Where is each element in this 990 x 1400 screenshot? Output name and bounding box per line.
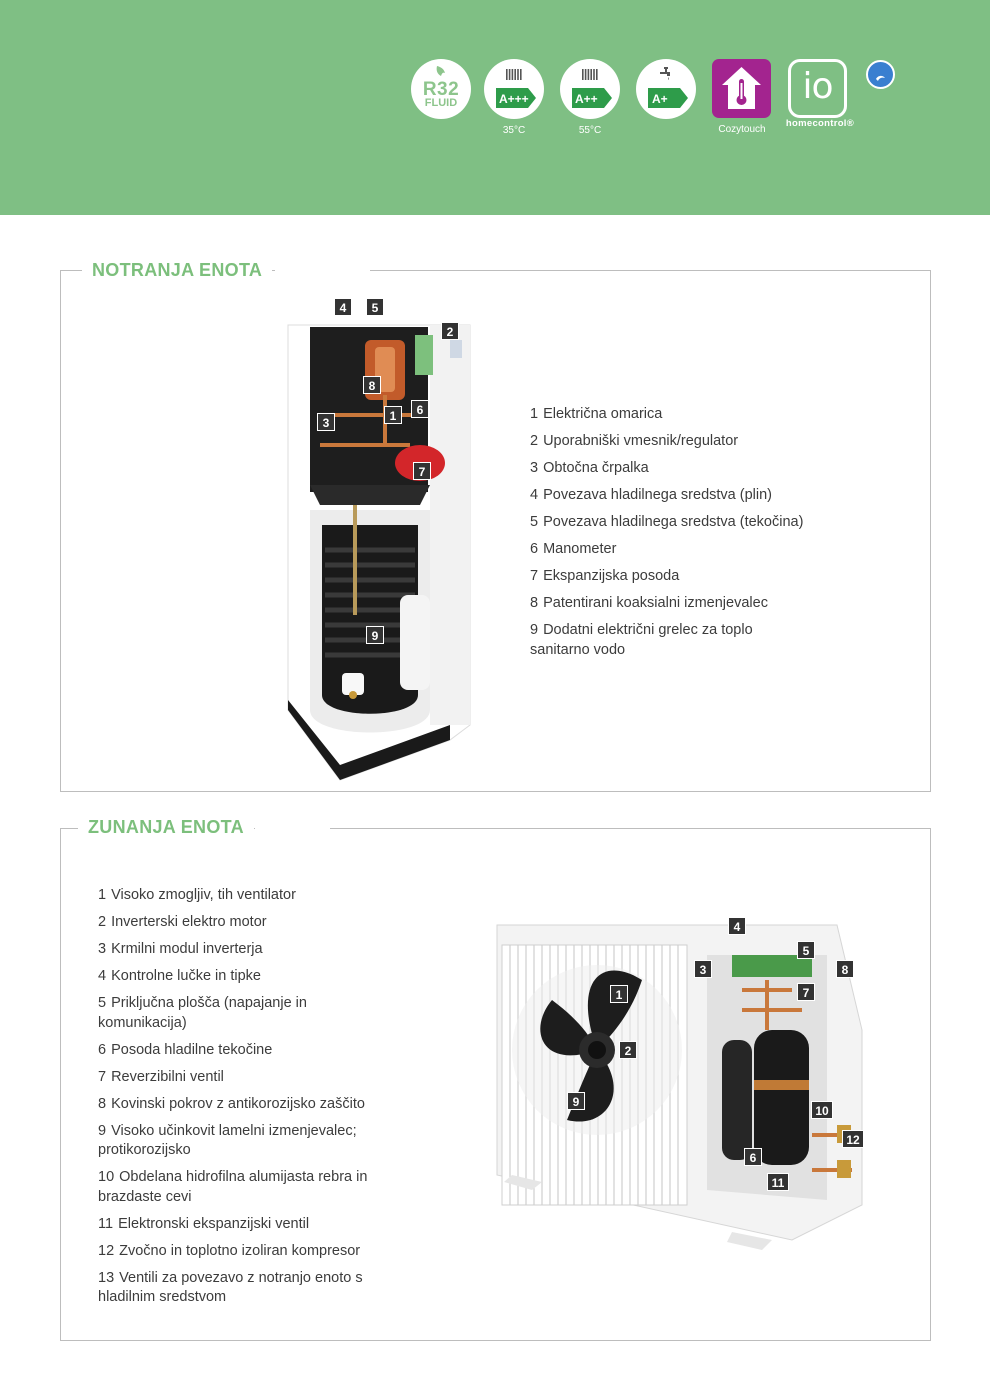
- outdoor-tag-6: 6: [744, 1148, 762, 1166]
- energy-arrow-icon: [572, 88, 612, 108]
- outdoor-tag-11: 11: [767, 1173, 789, 1191]
- water-rating: A+: [652, 92, 668, 106]
- outdoor-tag-4: 4: [728, 917, 746, 935]
- outdoor-tag-5: 5: [797, 941, 815, 959]
- cozytouch-label: Cozytouch: [718, 124, 766, 135]
- outdoor-tag-2: 2: [619, 1041, 637, 1059]
- water-tap-icon: [658, 67, 674, 81]
- energy-arrow-icon: [648, 88, 688, 108]
- header-band: [0, 0, 990, 215]
- list-item: 9 Visoko učinkovit lamelni izmenjevalec; protikorozijsko: [98, 1122, 357, 1158]
- energy-55-temp: 55°C: [578, 125, 602, 136]
- list-item: 5 Povezava hladilnega sredstva (tekočina): [530, 514, 804, 530]
- list-item: 5 Priključna plošča (napajanje in komunikacija): [98, 995, 307, 1031]
- indoor-tag-3: 3: [317, 413, 335, 431]
- energy-35-temp: 35°C: [502, 125, 526, 136]
- energy-35-rating: A+++: [499, 92, 529, 106]
- list-item: 3 Krmilni modul inverterja: [98, 941, 263, 957]
- house-thermometer-icon: [720, 65, 763, 111]
- r32-label: R32: [422, 79, 460, 100]
- r32-fluid-badge: [411, 59, 471, 119]
- outdoor-tag-12: 12: [842, 1130, 864, 1148]
- indoor-tag-9: 9: [366, 626, 384, 644]
- indoor-tag-2: 2: [441, 322, 459, 340]
- list-item: 6 Posoda hladilne tekočine: [98, 1041, 273, 1058]
- list-item: 12 Zvočno in toplotno izoliran kompresor: [98, 1242, 361, 1259]
- list-item: 8 Patentirani koaksialni izmenjevalec: [530, 595, 768, 611]
- title-gap: [275, 262, 370, 276]
- title-gap: [255, 820, 330, 834]
- outdoor-section-title: ZUNANJA ENOTA: [78, 817, 254, 838]
- list-item: 4 Povezava hladilnega sredstva (plin): [530, 487, 772, 503]
- indoor-tag-4: 4: [334, 298, 352, 316]
- indoor-legend-list: [530, 405, 860, 668]
- list-item: 13 Ventili za povezavo z notranjo enoto s hladilnim sredstvom: [98, 1269, 363, 1305]
- cozytouch-logo: [712, 59, 771, 118]
- indoor-tag-6: 6: [411, 400, 429, 418]
- energy-55-rating: A++: [575, 92, 598, 106]
- fluid-label: FLUID: [424, 97, 458, 109]
- io-homecontrol-logo: [788, 59, 847, 118]
- outdoor-unit-illustration: [492, 920, 867, 1260]
- indoor-tag-1: 1: [384, 406, 402, 424]
- indoor-section-title: NOTRANJA ENOTA: [82, 260, 272, 281]
- list-item: 6 Manometer: [530, 541, 617, 557]
- list-item: 3 Obtočna črpalka: [530, 460, 649, 476]
- outdoor-legend-list: [98, 886, 398, 1315]
- homecontrol-label: homecontrol®: [785, 118, 855, 129]
- radiator-icon: [506, 69, 522, 80]
- list-item: 8 Kovinski pokrov z antikorozijsko zaščito: [98, 1095, 365, 1112]
- indoor-tag-5: 5: [366, 298, 384, 316]
- water-heating-badge: [636, 59, 696, 119]
- radiator-icon: [582, 69, 598, 80]
- list-item: 7 Ekspanzijska posoda: [530, 568, 680, 584]
- energy-label-35-badge: [484, 59, 544, 119]
- outdoor-tag-8: 8: [836, 960, 854, 978]
- list-item: 7 Reverzibilni ventil: [98, 1068, 224, 1085]
- list-item: 10 Obdelana hidrofilna alumijasta rebra in brazdaste cevi: [98, 1169, 368, 1205]
- io-logo-text: io: [802, 66, 833, 107]
- outdoor-tag-9: 9: [567, 1092, 585, 1110]
- outdoor-tag-10: 10: [811, 1101, 833, 1119]
- list-item: 1 Visoko zmogljiv, tih ventilator: [98, 887, 296, 903]
- indoor-tag-8: 8: [363, 376, 381, 394]
- list-item: 1 Električna omarica: [530, 406, 663, 422]
- outdoor-tag-3: 3: [694, 960, 712, 978]
- indoor-unit-illustration: [280, 295, 480, 790]
- list-item: 4 Kontrolne lučke in tipke: [98, 968, 261, 984]
- swirl-icon: [875, 73, 886, 84]
- energy-label-55-badge: [560, 59, 620, 119]
- list-item: 11 Elektronski ekspanzijski ventil: [98, 1215, 310, 1232]
- list-item: 2 Inverterski elektro motor: [98, 914, 267, 930]
- list-item: 9 Dodatni električni grelec za toplo sanitarno vodo: [530, 622, 753, 658]
- leaf-icon: [435, 65, 447, 77]
- outdoor-tag-7: 7: [797, 983, 815, 1001]
- energy-arrow-icon: [496, 88, 536, 108]
- outdoor-tag-1: 1: [610, 985, 628, 1003]
- patent-seal-icon: [866, 60, 895, 89]
- indoor-tag-7: 7: [413, 462, 431, 480]
- list-item: 2 Uporabniški vmesnik/regulator: [530, 433, 739, 449]
